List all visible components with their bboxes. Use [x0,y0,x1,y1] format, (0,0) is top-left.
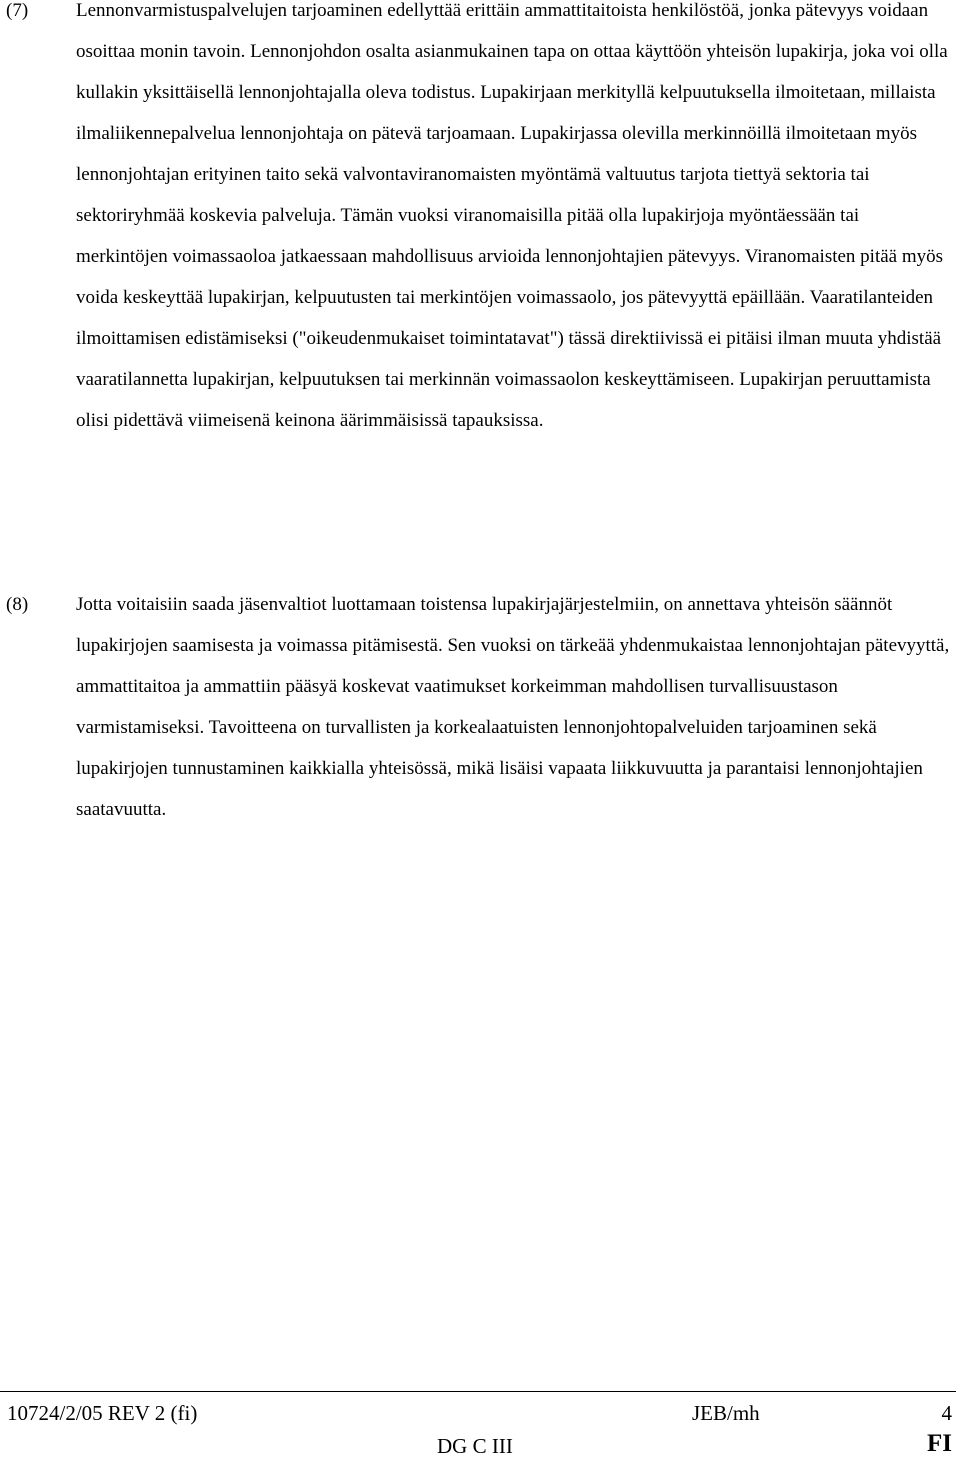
author-initials: JEB/mh [692,1401,760,1425]
paragraph-number: (7) [6,0,29,21]
paragraph-text: Lennonvarmistuspalvelujen tarjoaminen edellyttää erittäin ammattitaitoista henkilöstöä, jonka pätevyys voidaan osoittaa monin tavoin. Lennonjohdon osalta asianmukainen tapa on ottaa käyttöön yhteisön lupakirja, joka voi olla kullakin yksittäisellä lennonjohtajalla oleva todistus. Lupakirjaan merkityllä kelpuutuksella ilmoitetaan, millaista ilmaliikennepalvelua lennonjohtaja on pätevä tarjoamaan. Lupakirjassa olevilla merkinnöillä ilmoitetaan myös lennonjohtajan erityinen taito sekä valvontaviranomaisten myöntämä valtuutus tarjota tiettyä sektoria tai sektoriryhmää koskevia palveluja. Tämän vuoksi viranomaisilla pitää olla lupakirjoja myöntäessään tai merkintöjen voimassaoloa jatkaessaan mahdollisuus arvioida lennonjohtajien pätevyys. Viranomaisten pitää myös voida keskeyttää lupakirjan, kelpuutusten tai merkintöjen voimassaolo, jos pätevyyttä epäillään. Vaaratilanteiden ilmoittamisen edistämiseksi ("oikeudenmukaiset toimintatavat") tässä direktiivissä ei pitäisi ilman muuta yhdistää vaaratilannetta lupakirjan, kelpuutuksen tai merkinnän voimassaolon keskeyttämiseen. Lupakirjan peruuttamista olisi pidettävä viimeisenä keinona äärimmäisissä tapauksissa. [76,0,948,431]
footer-divider [0,1391,956,1392]
directorate-general: DG C III [437,1434,513,1458]
language-code: FI [927,1430,952,1457]
page-number: 4 [941,1401,952,1425]
paragraph-number: (8) [6,594,29,615]
document-reference: 10724/2/05 REV 2 (fi) [7,1401,198,1425]
paragraph-text: Jotta voitaisiin saada jäsenvaltiot luottamaan toistensa lupakirjajärjestelmiin, on annettava yhteisön säännöt lupakirjojen saamisesta ja voimassa pitämisestä. Sen vuoksi on tärkeää yhdenmukaistaa lennonjohtajan pätevyyttä, ammattitaitoa ja ammattiin pääsyä koskevat vaatimukset korkeimman mahdollisen turvallisuustason varmistamiseksi. Tavoitteena on turvallisten ja korkealaatuisten lennonjohtopalveluiden tarjoaminen sekä lupakirjojen tunnustaminen kaikkialla yhteisössä, mikä lisäisi vapaata liikkuvuutta ja parantaisi lennonjohtajien saatavuutta. [76,594,950,820]
